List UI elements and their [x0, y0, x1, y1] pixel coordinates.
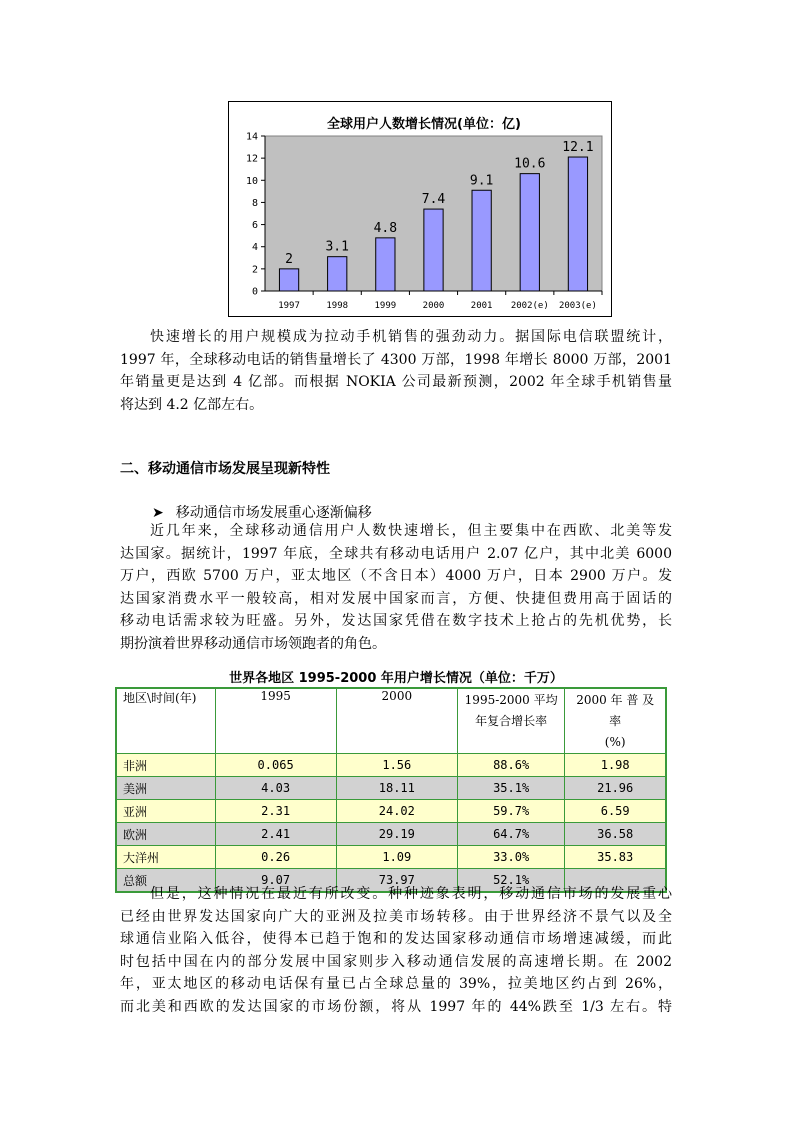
cell-region: 非洲 — [116, 754, 215, 777]
table-row — [116, 846, 666, 869]
y-tick-label: 10 — [245, 175, 258, 187]
bar — [472, 190, 491, 291]
cell-penetration: 21.96 — [565, 777, 666, 800]
cell-region: 欧洲 — [116, 823, 215, 846]
cell-2000: 24.02 — [336, 800, 457, 823]
cell-1995: 9.07 — [215, 869, 336, 893]
text-line: 而北美和西欧的发达国家的市场份额，将从 1997 年的 44%跌至 1/3 左右。特 — [120, 998, 672, 1015]
header-penetration-line: 2000 年 普 及 率 — [576, 693, 655, 728]
text-line: 时包括中国在内的部分发展中国家则步入移动通信发展的高速增长期。在 2002 — [120, 953, 672, 970]
bullet-item — [152, 502, 372, 522]
cell-region: 大洋州 — [116, 846, 215, 869]
table-header-row — [116, 688, 666, 754]
cell-region: 总额 — [116, 869, 215, 893]
bar-value-label: 12.1 — [562, 140, 594, 156]
cell-penetration: 36.58 — [565, 823, 666, 846]
text-line: 期扮演着世界移动通信市场领跑者的角色。 — [120, 635, 386, 652]
y-tick-label: 0 — [251, 286, 258, 298]
cell-1995: 0.26 — [215, 846, 336, 869]
text-line: 万户，西欧 5700 万户，亚太地区（不含日本）4000 万户，日本 2900 万户。发 — [120, 568, 672, 584]
bar-value-label: 10.6 — [514, 156, 546, 172]
cell-1995: 2.31 — [215, 800, 336, 823]
header-cagr-line: 1995-2000 平均 — [464, 693, 558, 707]
bar — [328, 257, 347, 291]
cell-penetration: 35.83 — [565, 846, 666, 869]
cell-cagr: 59.7% — [457, 800, 564, 823]
cell-1995: 2.41 — [215, 823, 336, 846]
chart-canvas — [229, 102, 611, 316]
cell-2000: 18.11 — [336, 777, 457, 800]
text-line: 1997 年，全球移动电话的销售量增长了 4300 万部，1998 年增长 8000 万部，2001 — [120, 351, 672, 368]
y-tick-label: 6 — [251, 220, 258, 232]
cell-2000: 1.09 — [336, 846, 457, 869]
paragraph-market-focus — [120, 520, 672, 655]
y-tick-label: 14 — [245, 131, 258, 143]
cell-2000: 73.97 — [336, 869, 457, 893]
text-line: 年销量更是达到 4 亿部。而根据 NOKIA 公司最新预测，2002 年全球手机销售量 — [120, 374, 672, 390]
text-line: 已经由世界发达国家向广大的亚洲及拉美市场转移。由于世界经济不景气以及全 — [120, 908, 672, 925]
table-row — [116, 754, 666, 777]
text-line: 快速增长的用户规模成为拉动手机销售的强劲动力。据国际电信联盟统计， — [150, 329, 672, 345]
x-tick-label: 1998 — [326, 301, 349, 311]
cell-1995: 0.065 — [215, 754, 336, 777]
y-tick-label: 8 — [251, 197, 258, 209]
text-line: 将达到 4.2 亿部左右。 — [120, 396, 264, 413]
table-row — [116, 823, 666, 846]
bar — [520, 174, 539, 291]
text-line: 达国家消费水平一般较高，相对发展中国家而言，方便、快捷但费用高于固话的 — [120, 590, 672, 607]
header-cagr-line: 年复合增长率 — [475, 714, 548, 728]
x-tick-label: 2003(e) — [558, 301, 597, 311]
y-tick-label: 2 — [251, 264, 258, 276]
regional-growth-table — [115, 687, 667, 893]
cell-cagr: 35.1% — [457, 777, 564, 800]
chart-title: 全球用户人数增长情况(单位：亿) — [327, 117, 521, 132]
text-line: 移动电话需求较为旺盛。另外，发达国家凭借在数字技术上抢占的先机优势，长 — [120, 613, 672, 629]
bar — [376, 238, 395, 291]
bar-value-label: 9.1 — [469, 173, 494, 189]
header-penetration-line: (%) — [604, 735, 626, 749]
bar — [568, 157, 587, 291]
x-tick-label: 2002(e) — [510, 301, 549, 311]
y-tick-label: 4 — [251, 242, 258, 254]
header-1995: 1995 — [215, 688, 336, 754]
text-line: 年，亚太地区的移动电话保有量已占全球总量的 39%，拉美地区约占到 26%， — [120, 976, 672, 992]
y-tick-label: 12 — [245, 153, 258, 165]
table-row — [116, 800, 666, 823]
cell-2000: 1.56 — [336, 754, 457, 777]
x-tick-label: 1999 — [374, 301, 397, 311]
section-heading: 二、移动通信市场发展呈现新特性 — [120, 461, 330, 477]
user-growth-chart — [228, 101, 612, 317]
header-2000: 2000 — [336, 688, 457, 754]
header-region: 地区\时间(年) — [116, 688, 215, 754]
text-line: 达国家。据统计，1997 年底，全球共有移动电话用户 2.07 亿户，其中北美 6000 — [120, 545, 672, 562]
text-line: 但是，这种情况在最近有所改变。种种迹象表明，移动通信市场的发展重心 — [150, 886, 672, 902]
paragraph-handset-sales — [120, 326, 672, 416]
cell-cagr: 64.7% — [457, 823, 564, 846]
cell-penetration: 1.98 — [565, 754, 666, 777]
cell-region: 美洲 — [116, 777, 215, 800]
text-line: 球通信业陷入低谷，使得本已趋于饱和的发达国家移动通信市场增速减缓，而此 — [120, 931, 672, 947]
table-row — [116, 777, 666, 800]
cell-cagr: 88.6% — [457, 754, 564, 777]
text-line: 近几年来，全球移动通信用户人数快速增长，但主要集中在西欧、北美等发 — [150, 523, 672, 539]
cell-cagr: 33.0% — [457, 846, 564, 869]
x-tick-label: 2000 — [422, 301, 445, 311]
bar-value-label: 7.4 — [421, 192, 446, 208]
bar — [279, 269, 298, 291]
bar-value-label: 2 — [285, 251, 293, 267]
bullet-text: 移动通信市场发展重心逐渐偏移 — [175, 505, 372, 521]
x-tick-label: 2001 — [470, 301, 493, 311]
cell-cagr: 52.1% — [457, 869, 564, 893]
x-tick-label: 1997 — [278, 301, 300, 311]
arrow-bullet-icon: ➤ — [152, 505, 164, 521]
paragraph-market-shift — [120, 883, 672, 1018]
header-cagr — [457, 688, 564, 754]
header-penetration — [565, 688, 666, 754]
cell-region: 亚洲 — [116, 800, 215, 823]
cell-penetration: 6.59 — [565, 800, 666, 823]
bar-value-label: 4.8 — [373, 220, 398, 236]
cell-1995: 4.03 — [215, 777, 336, 800]
cell-2000: 29.19 — [336, 823, 457, 846]
bar-value-label: 3.1 — [325, 239, 349, 255]
bar — [424, 209, 443, 291]
table-title: 世界各地区 1995-2000 年用户增长情况（单位：千万） — [229, 671, 563, 686]
